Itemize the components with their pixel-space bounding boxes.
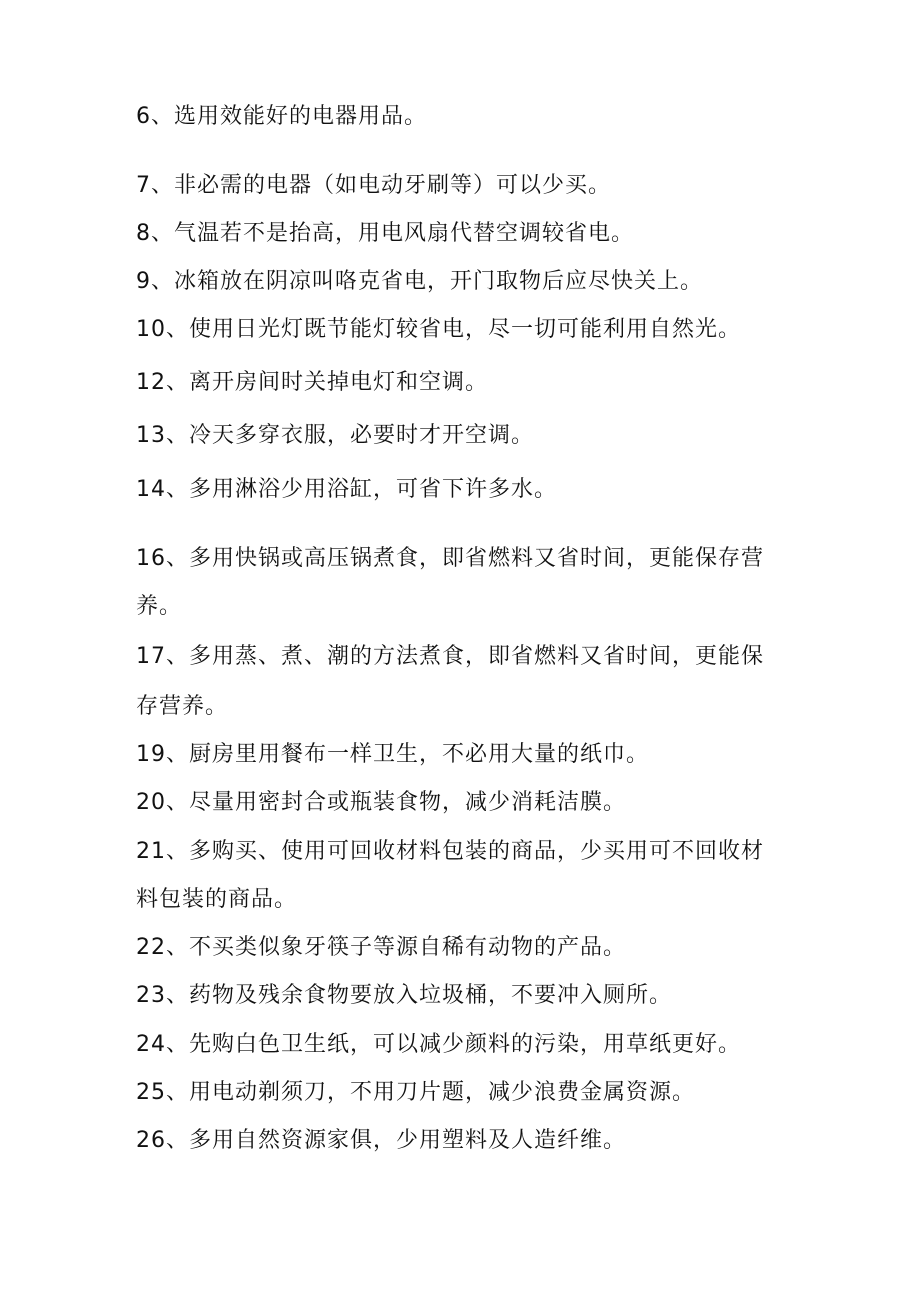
list-item-line: 20、尽量用密封合或瓶装食物，减少消耗洁膜。 bbox=[136, 790, 626, 815]
list-item-line: 养。 bbox=[136, 594, 183, 619]
list-item-line: 24、先购白色卫生纸，可以减少颜料的污染，用草纸更好。 bbox=[136, 1032, 741, 1057]
list-item-line: 16、多用快锅或高压锅煮食，即省燃料又省时间，更能保存营 bbox=[136, 546, 764, 571]
list-item-line: 17、多用蒸、煮、潮的方法煮食，即省燃料又省时间，更能保 bbox=[136, 644, 764, 669]
list-item-line: 6、选用效能好的电器用品。 bbox=[136, 104, 427, 129]
list-item-line: 7、非必需的电器（如电动牙刷等）可以少买。 bbox=[136, 173, 611, 198]
list-item-line: 料包装的商品。 bbox=[136, 887, 298, 912]
list-item-line: 26、多用自然资源家俱，少用塑料及人造纤维。 bbox=[136, 1128, 626, 1153]
list-item-line: 22、不买类似象牙筷子等源自稀有动物的产品。 bbox=[136, 935, 626, 960]
list-item-line: 23、药物及残余食物要放入垃圾桶，不要冲入厕所。 bbox=[136, 983, 672, 1008]
list-item-line: 存营养。 bbox=[136, 694, 229, 719]
list-item-line: 8、气温若不是抬高，用电风扇代替空调较省电。 bbox=[136, 221, 634, 246]
list-item-line: 10、使用日光灯既节能灯较省电，尽一切可能利用自然光。 bbox=[136, 317, 741, 342]
list-item-line: 19、厨房里用餐布一样卫生，不必用大量的纸巾。 bbox=[136, 742, 649, 767]
list-item-line: 21、多购买、使用可回收材料包装的商品，少买用可不回收材 bbox=[136, 839, 764, 864]
list-item-line: 12、离开房间时关掉电灯和空调。 bbox=[136, 370, 488, 395]
list-item-line: 9、冰箱放在阴凉叫咯克省电，开门取物后应尽快关上。 bbox=[136, 269, 703, 294]
list-item-line: 25、用电动剃须刀，不用刀片题，减少浪费金属资源。 bbox=[136, 1080, 695, 1105]
list-item-line: 14、多用淋浴少用浴缸，可省下许多水。 bbox=[136, 477, 557, 502]
list-item-line: 13、冷天多穿衣服，必要时才开空调。 bbox=[136, 423, 534, 448]
